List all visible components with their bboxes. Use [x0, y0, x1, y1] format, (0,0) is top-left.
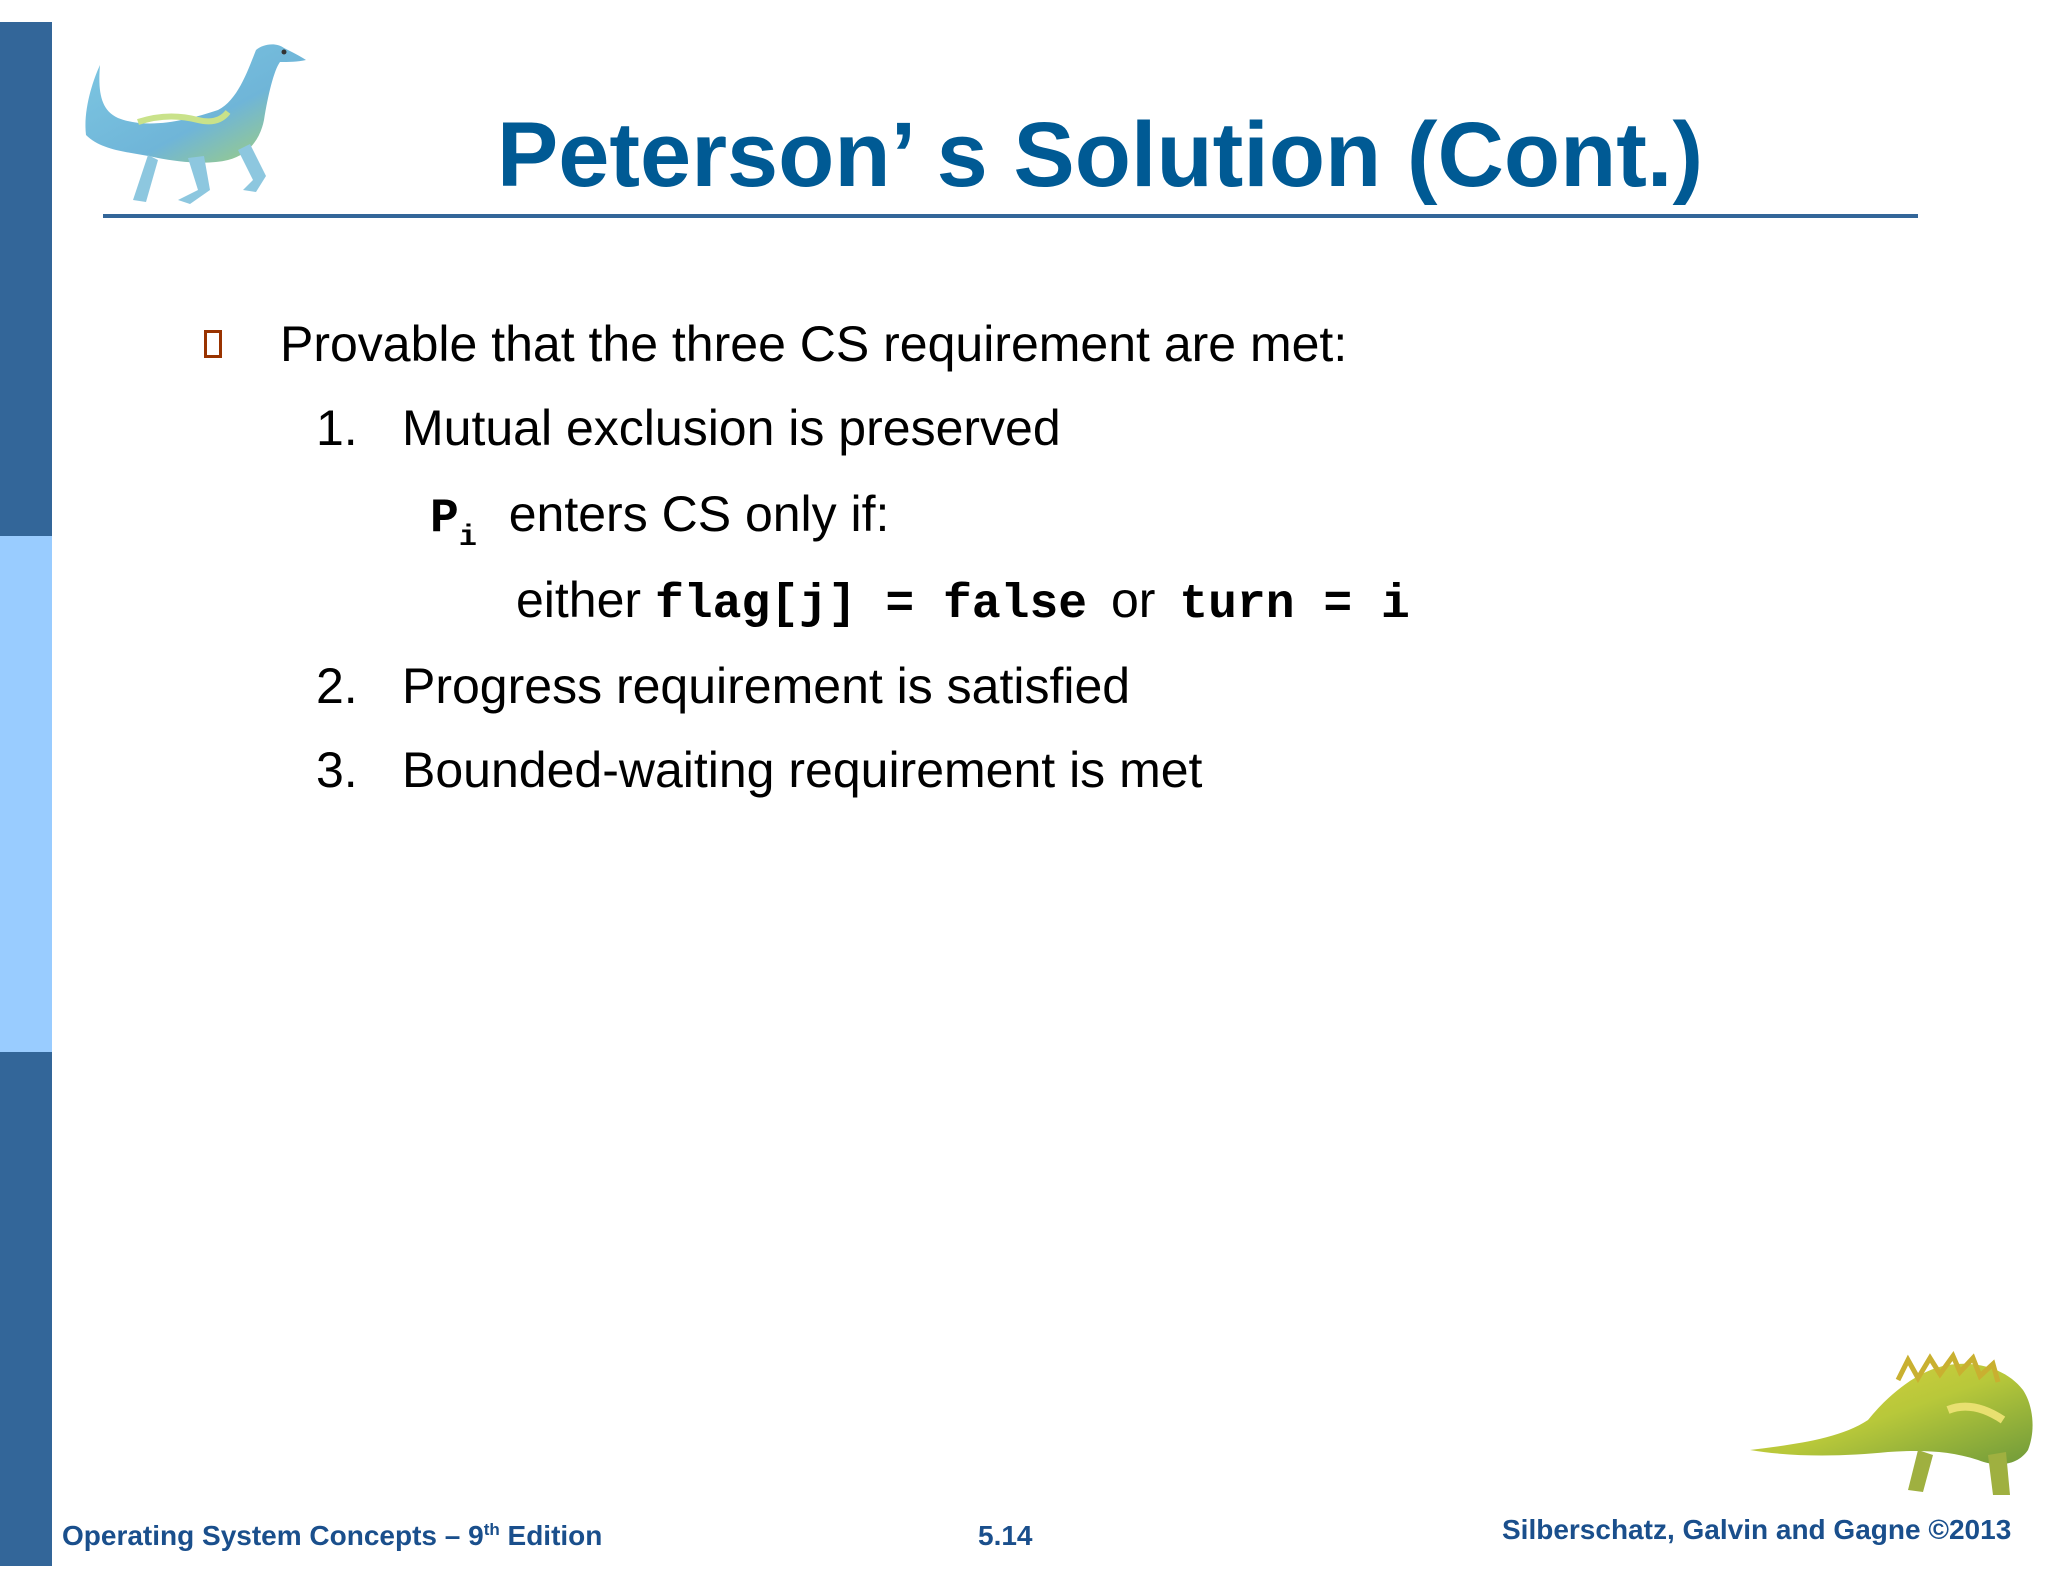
footer-book-title: [62, 1520, 602, 1552]
sidebar-dark-bottom: [0, 1052, 52, 1566]
list-item-number: 2.: [316, 658, 358, 714]
footer-title-text: Operating System Concepts – 9: [62, 1520, 484, 1551]
footer-page-number: 5.14: [978, 1520, 1033, 1551]
square-bullet-icon: [204, 330, 222, 358]
footer-title-sup: th: [483, 1520, 500, 1539]
enters-text: enters CS only if:: [508, 486, 890, 542]
dinosaur-bottom-right-icon: [1748, 1350, 2038, 1505]
list-item: [316, 398, 358, 458]
slide-title: Peterson’ s Solution (Cont.): [496, 104, 1704, 206]
footer-copyright: Silberschatz, Galvin and Gagne ©2013: [1502, 1514, 2012, 1545]
list-item-number: 1.: [316, 400, 358, 456]
title-divider: [103, 214, 1918, 218]
or-text: or: [1110, 572, 1156, 628]
turn-expression: turn = i: [1179, 578, 1410, 632]
flag-expression: flag[j] = false: [654, 578, 1088, 632]
list-item-number: 3.: [316, 742, 358, 798]
process-subscript: i: [458, 521, 477, 555]
sidebar-light-middle: [0, 536, 52, 1052]
condition-line: [430, 484, 889, 568]
either-text: either: [516, 572, 642, 628]
bullet-text: Provable that the three CS requirement are met:: [280, 316, 1348, 372]
list-item-text: Progress requirement is satisfied: [402, 658, 1131, 714]
list-item: [316, 656, 358, 716]
list-item-text: Bounded-waiting requirement is met: [402, 742, 1203, 798]
either-line: [516, 570, 1410, 635]
list-item-text: Mutual exclusion is preserved: [402, 400, 1061, 456]
process-name: P: [430, 492, 459, 546]
footer-title-suffix: Edition: [499, 1520, 603, 1551]
list-item: [316, 740, 358, 800]
